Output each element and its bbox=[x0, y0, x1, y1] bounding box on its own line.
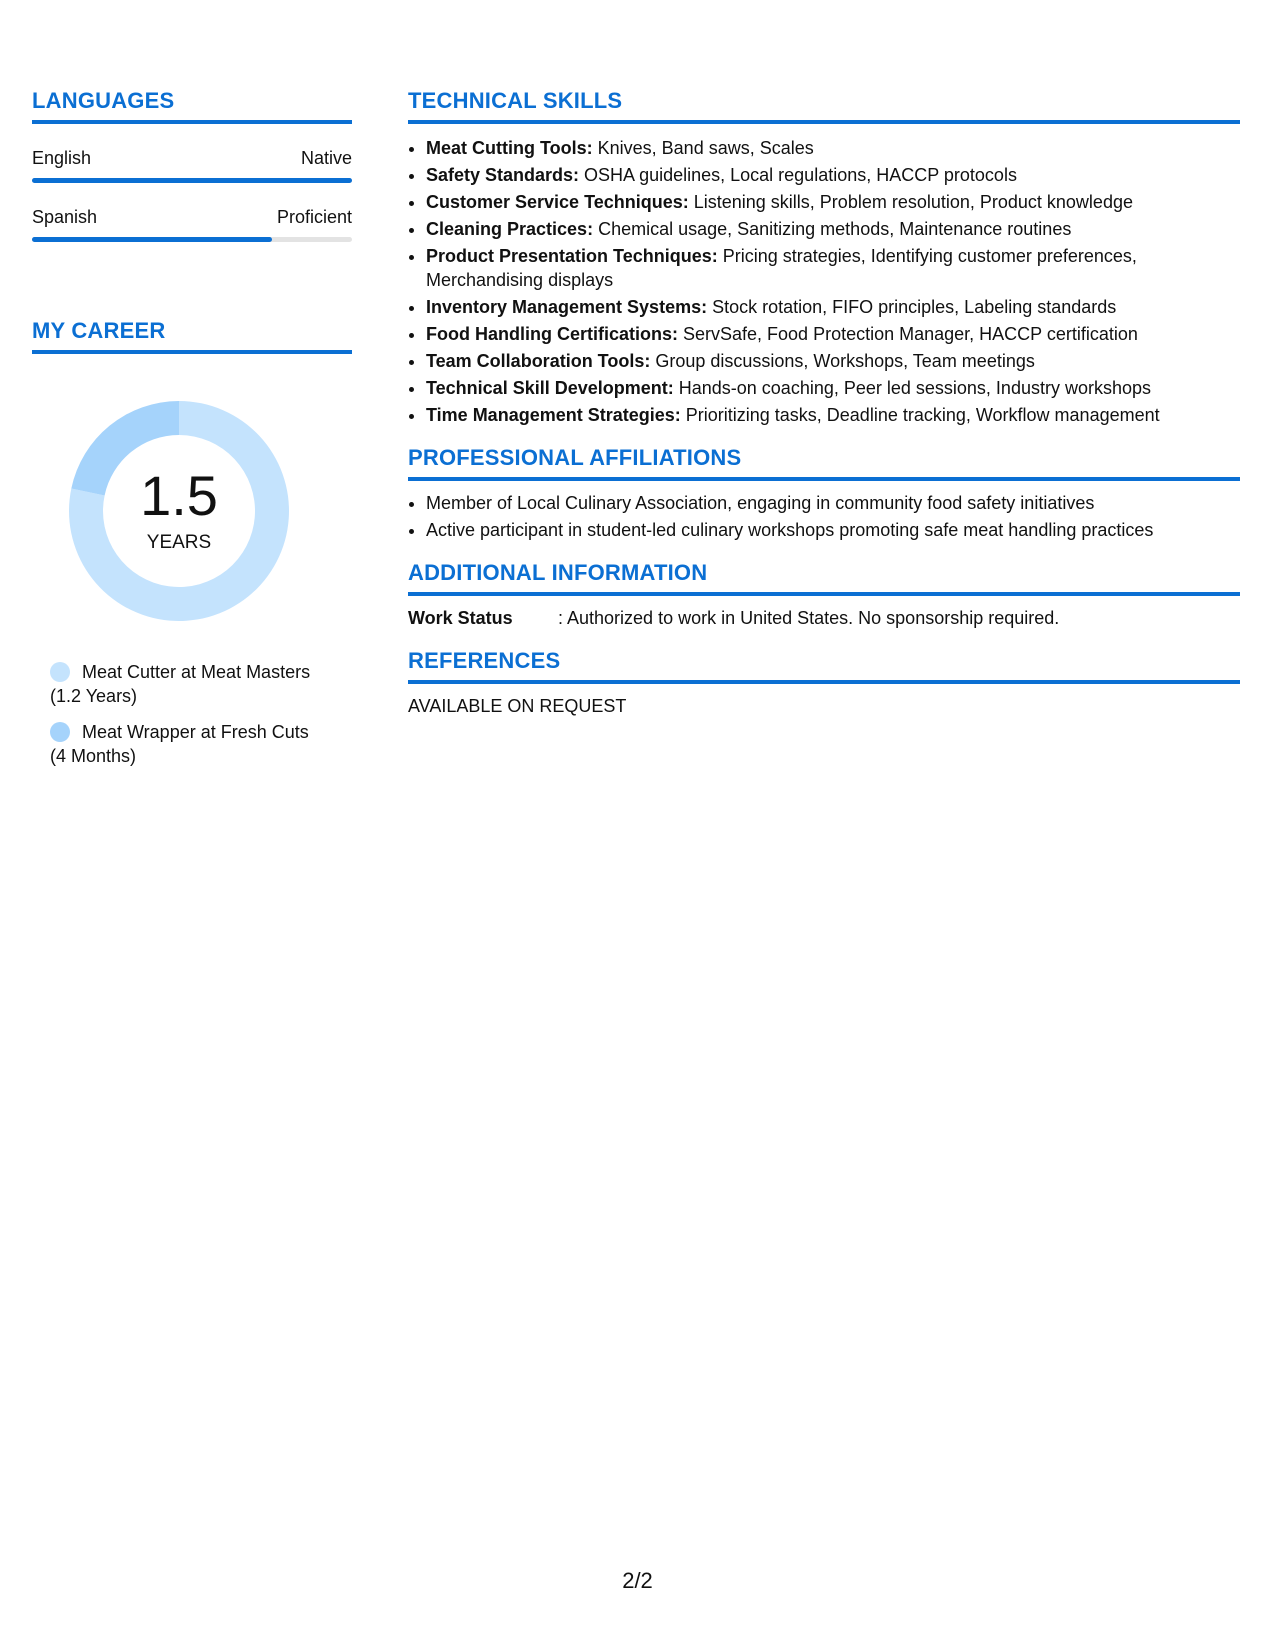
skill-text: Stock rotation, FIFO principles, Labeling standards bbox=[707, 297, 1117, 317]
career-legend bbox=[32, 660, 352, 768]
left-column bbox=[32, 88, 352, 780]
skill-item bbox=[426, 376, 1240, 400]
skill-item bbox=[426, 163, 1240, 187]
skill-label: Cleaning Practices: bbox=[426, 219, 594, 239]
affiliations-list bbox=[408, 491, 1240, 542]
additional-info-title: ADDITIONAL INFORMATION bbox=[408, 560, 1240, 596]
skill-item bbox=[426, 244, 1240, 292]
skill-item bbox=[426, 403, 1240, 427]
language-item-english bbox=[32, 148, 352, 183]
skill-text: ServSafe, Food Protection Manager, HACCP certification bbox=[678, 324, 1138, 344]
language-bar-fill bbox=[32, 237, 272, 242]
skill-text: Listening skills, Problem resolution, Product knowledge bbox=[688, 192, 1133, 212]
skill-label: Product Presentation Techniques: bbox=[426, 246, 718, 266]
career-donut-chart bbox=[66, 398, 292, 624]
skill-label: Safety Standards: bbox=[426, 165, 580, 185]
skill-label: Team Collaboration Tools: bbox=[426, 351, 651, 371]
skill-label: Meat Cutting Tools: bbox=[426, 138, 593, 158]
work-status-value: : Authorized to work in United States. No sponsorship required. bbox=[558, 608, 1060, 628]
skill-text: OSHA guidelines, Local regulations, HACCP protocols bbox=[579, 165, 1017, 185]
references-text: AVAILABLE ON REQUEST bbox=[408, 696, 627, 716]
language-level: Proficient bbox=[276, 207, 352, 227]
skill-text: Pricing strategies, Identifying customer preferences, Merchandising displays bbox=[426, 246, 1137, 290]
career-title: MY CAREER bbox=[32, 318, 352, 354]
technical-skills-list bbox=[408, 136, 1240, 427]
skill-item bbox=[426, 136, 1240, 160]
affiliation-item: • Active participant in student-led culinary workshops promoting safe meat handling practices bbox=[426, 518, 1240, 542]
skill-item bbox=[426, 217, 1240, 241]
language-bar bbox=[32, 178, 352, 183]
language-name: Spanish bbox=[32, 207, 98, 227]
legend-dot bbox=[50, 662, 70, 682]
technical-skills-title: TECHNICAL SKILLS bbox=[408, 88, 1240, 124]
language-name: English bbox=[32, 148, 92, 168]
references-title: REFERENCES bbox=[408, 648, 1240, 684]
career-total-value: 1.5 bbox=[140, 464, 218, 527]
skill-text: Chemical usage, Sanitizing methods, Maintenance routines bbox=[593, 219, 1072, 239]
skill-label: Technical Skill Development: bbox=[426, 378, 674, 398]
legend-dot bbox=[50, 722, 70, 742]
skill-text: Group discussions, Workshops, Team meetings bbox=[650, 351, 1035, 371]
language-item-spanish bbox=[32, 207, 352, 242]
skill-text: Hands-on coaching, Peer led sessions, Industry workshops bbox=[673, 378, 1151, 398]
skill-text: Prioritizing tasks, Deadline tracking, Workflow management bbox=[680, 405, 1160, 425]
legend-label: Meat Cutter at Meat Masters bbox=[82, 662, 311, 682]
legend-duration: (1.2 Years) bbox=[50, 686, 138, 706]
page-number: 2/2 bbox=[622, 1568, 653, 1593]
skill-item bbox=[426, 322, 1240, 346]
language-level: Native bbox=[300, 148, 352, 168]
legend-label: Meat Wrapper at Fresh Cuts bbox=[82, 722, 309, 742]
legend-item bbox=[50, 720, 352, 768]
legend-item bbox=[50, 660, 352, 708]
legend-duration: (4 Months) bbox=[50, 746, 137, 766]
skill-label: Inventory Management Systems: bbox=[426, 297, 708, 317]
skill-text: Knives, Band saws, Scales bbox=[592, 138, 814, 158]
affiliation-item: • Member of Local Culinary Association, engaging in community food safety initiatives bbox=[426, 491, 1240, 515]
language-bar bbox=[32, 237, 352, 242]
skill-item bbox=[426, 295, 1240, 319]
skill-item bbox=[426, 349, 1240, 373]
right-column bbox=[408, 88, 1240, 717]
languages-title: LANGUAGES bbox=[32, 88, 352, 124]
language-bar-fill bbox=[32, 178, 352, 183]
affiliations-title: PROFESSIONAL AFFILIATIONS bbox=[408, 445, 1240, 481]
skill-label: Time Management Strategies: bbox=[426, 405, 681, 425]
skill-label: Food Handling Certifications: bbox=[426, 324, 678, 344]
skill-item bbox=[426, 190, 1240, 214]
skill-label: Customer Service Techniques: bbox=[426, 192, 689, 212]
career-total-unit: YEARS bbox=[146, 532, 212, 553]
work-status-row bbox=[408, 606, 1240, 630]
work-status-key: Work Status bbox=[408, 608, 513, 628]
